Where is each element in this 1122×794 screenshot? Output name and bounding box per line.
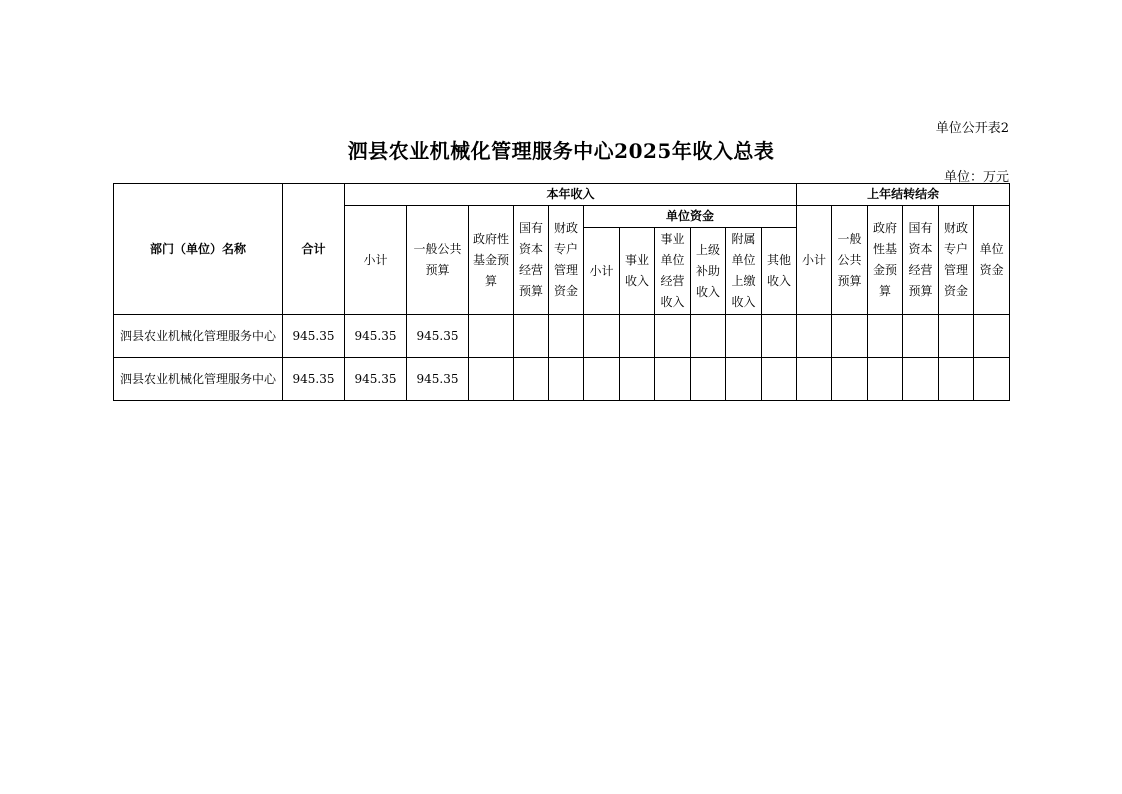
empty-cell: [762, 358, 797, 401]
header-total: 合计: [283, 184, 345, 315]
empty-cell: [726, 358, 762, 401]
empty-cell: [868, 315, 903, 358]
header-py-unit-funds-label: 单位资金: [979, 242, 1004, 277]
row-cy-subtotal: 945.35: [345, 358, 407, 401]
empty-cell: [469, 315, 514, 358]
header-py-unit-funds: [974, 206, 1010, 315]
row-cy-general-budget: 945.35: [407, 315, 469, 358]
empty-cell: [903, 315, 939, 358]
header-uf-business-income-label: 事业收入: [624, 253, 649, 288]
empty-cell: [691, 315, 726, 358]
header-dept-name: 部门（单位）名称: [114, 184, 283, 315]
header-prior-year: 上年结转结余: [797, 184, 1010, 206]
row-dept-name: 泗县农业机械化管理服务中心: [114, 358, 283, 401]
unit-label: 单位：万元: [943, 170, 1009, 185]
table-row: [114, 358, 1010, 401]
header-cy-general-budget: [407, 206, 469, 315]
empty-cell: [726, 315, 762, 358]
header-py-subtotal: [797, 206, 832, 315]
empty-cell: [549, 358, 584, 401]
header-py-general-budget-label: 一般公共预算: [837, 231, 862, 288]
header-uf-affiliated-payment: [726, 228, 762, 315]
empty-cell: [974, 315, 1010, 358]
empty-cell: [620, 358, 655, 401]
row-cy-general-budget: 945.35: [407, 358, 469, 401]
header-py-fiscal-special: [939, 206, 974, 315]
form-number: 单位公开表2: [935, 121, 1009, 136]
empty-cell: [974, 358, 1010, 401]
empty-cell: [939, 315, 974, 358]
empty-cell: [762, 315, 797, 358]
income-summary-table: [113, 183, 1010, 401]
table-row: [114, 315, 1010, 358]
row-total: 945.35: [283, 315, 345, 358]
empty-cell: [584, 358, 620, 401]
header-uf-operating-income-label: 事业单位经营收入: [660, 232, 685, 309]
header-unit-funds: 单位资金: [584, 206, 797, 228]
header-uf-superior-subsidy-label: 上级补助收入: [695, 242, 720, 299]
header-uf-other-income-label: 其他收入: [767, 253, 792, 288]
header-py-gov-fund: [868, 206, 903, 315]
empty-cell: [797, 358, 832, 401]
empty-cell: [514, 358, 549, 401]
header-uf-superior-subsidy: [691, 228, 726, 315]
header-cy-state-capital: [514, 206, 549, 315]
header-py-subtotal-label: 小计: [802, 252, 827, 267]
header-py-state-capital: [903, 206, 939, 315]
empty-cell: [549, 315, 584, 358]
empty-cell: [939, 358, 974, 401]
header-py-gov-fund-label: 政府性基金预算: [873, 221, 898, 298]
empty-cell: [903, 358, 939, 401]
header-current-year: 本年收入: [345, 184, 797, 206]
header-uf-subtotal: [584, 228, 620, 315]
header-cy-gov-fund-label: 政府性基金预算: [472, 231, 509, 288]
empty-cell: [832, 315, 868, 358]
header-cy-general-budget-label: 一般公共预算: [413, 242, 462, 277]
empty-cell: [584, 315, 620, 358]
header-cy-state-capital-label: 国有资本经营预算: [518, 221, 543, 298]
empty-cell: [469, 358, 514, 401]
empty-cell: [620, 315, 655, 358]
empty-cell: [797, 315, 832, 358]
empty-cell: [514, 315, 549, 358]
empty-cell: [832, 358, 868, 401]
header-uf-affiliated-payment-label: 附属单位上缴收入: [731, 232, 756, 309]
header-uf-business-income: [620, 228, 655, 315]
empty-cell: [691, 358, 726, 401]
header-cy-gov-fund: [469, 206, 514, 315]
row-total: 945.35: [283, 358, 345, 401]
header-uf-subtotal-label: 小计: [589, 263, 614, 278]
header-py-state-capital-label: 国有资本经营预算: [908, 221, 933, 298]
header-cy-subtotal: 小计: [345, 206, 407, 315]
row-dept-name: 泗县农业机械化管理服务中心: [114, 315, 283, 358]
header-uf-operating-income: [655, 228, 691, 315]
header-py-general-budget: [832, 206, 868, 315]
header-py-fiscal-special-label: 财政专户管理资金: [944, 221, 969, 298]
empty-cell: [655, 315, 691, 358]
header-cy-fiscal-special-label: 财政专户管理资金: [553, 221, 578, 298]
empty-cell: [868, 358, 903, 401]
header-uf-other-income: [762, 228, 797, 315]
page-title: 泗县农业机械化管理服务中心2025年收入总表: [347, 139, 775, 163]
empty-cell: [655, 358, 691, 401]
row-cy-subtotal: 945.35: [345, 315, 407, 358]
header-cy-fiscal-special: [549, 206, 584, 315]
